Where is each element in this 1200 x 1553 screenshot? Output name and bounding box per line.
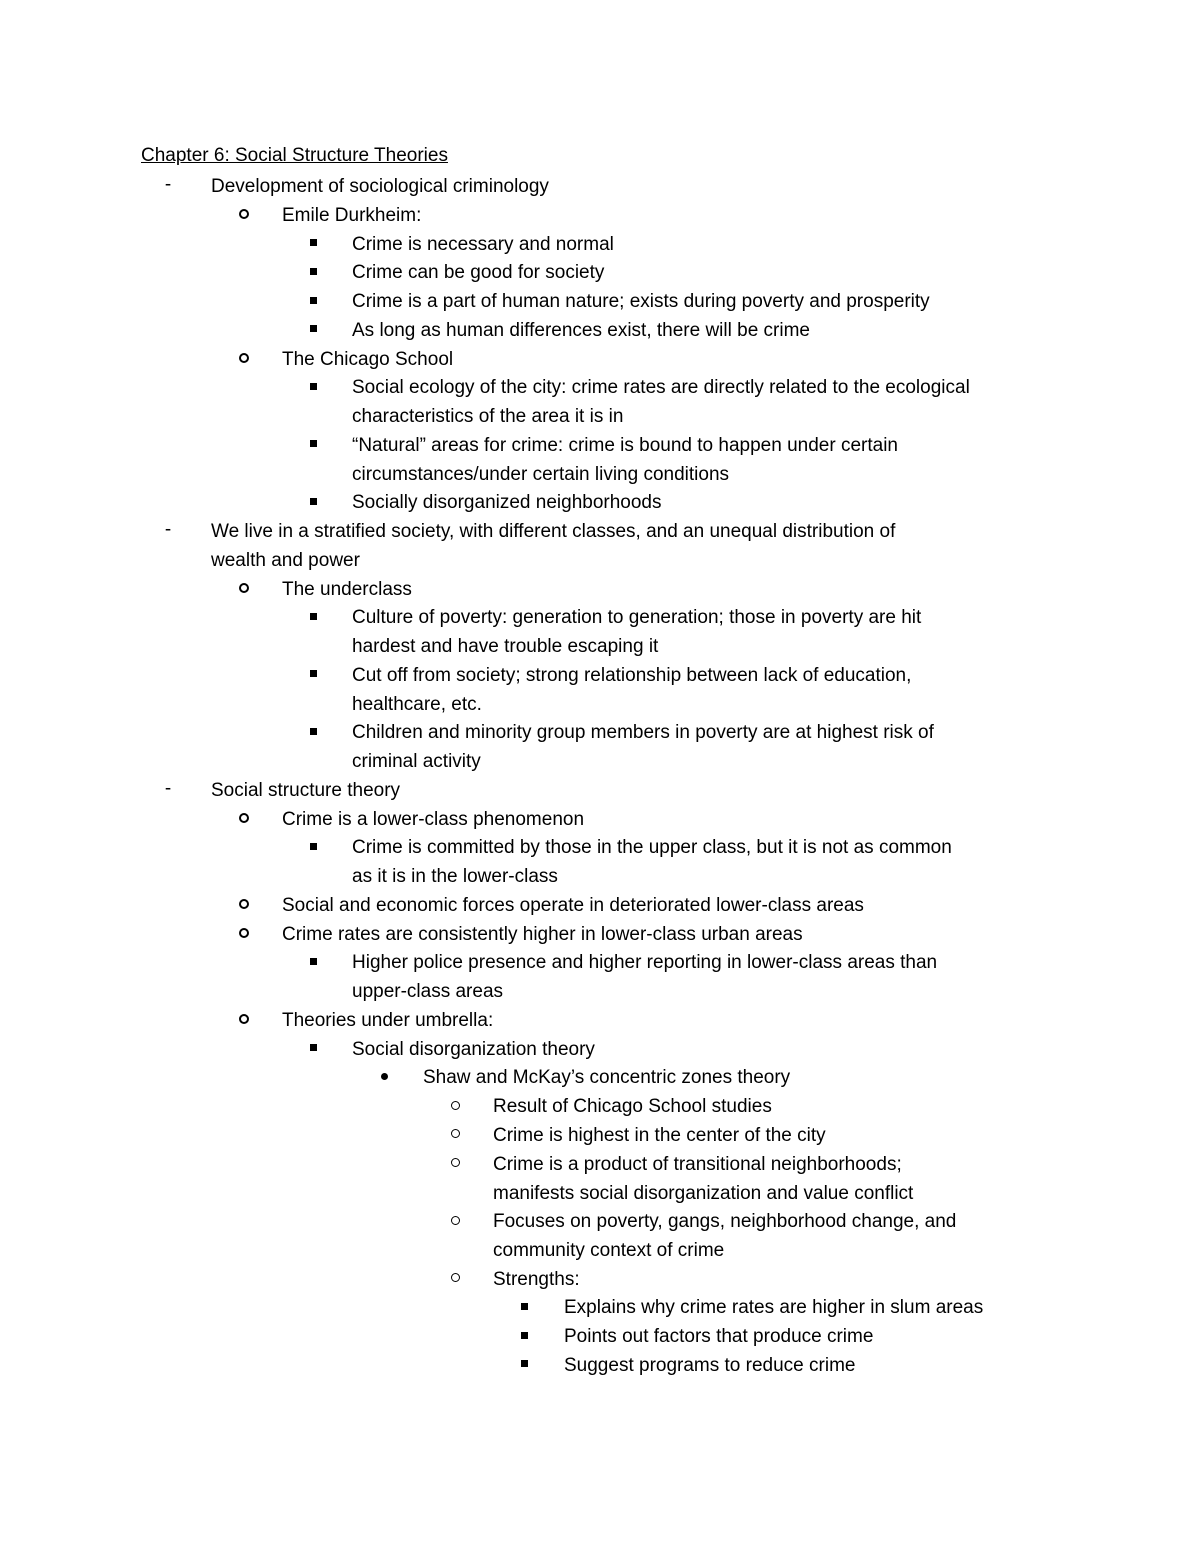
outline-item-text: Higher police presence and higher reporting in lower-class areas than upper-class areas (352, 952, 938, 1003)
outline-item (0, 1207, 1200, 1265)
square-bullet-icon (301, 661, 325, 687)
open-circle-bullet-icon (443, 1121, 467, 1147)
outline-item (0, 316, 1200, 345)
outline-item-text: Theories under umbrella: (282, 1009, 494, 1031)
open-circle-bullet-icon (443, 1265, 467, 1291)
square-bullet-icon (301, 603, 325, 629)
outline-item-text: Crime is a lower-class phenomenon (282, 808, 585, 830)
outline-item (0, 1121, 1200, 1150)
outline-item (0, 258, 1200, 287)
chapter-title: Chapter 6: Social Structure Theories (141, 145, 448, 166)
outline-item-text: Strengths: (493, 1268, 580, 1290)
outline-item (0, 661, 1200, 719)
outline-item-text: Focuses on poverty, gangs, neighborhood change, and community context of crime (493, 1211, 957, 1261)
outline-item-text: Result of Chicago School studies (493, 1096, 772, 1117)
outline-item-text: Crime is necessary and normal (352, 233, 614, 255)
outline-item-text: Crime is a product of transitional neighborhoods; manifests social disorganization and value conflict (493, 1153, 914, 1204)
outline-item (0, 1293, 1200, 1322)
outline-item-text: Social disorganization theory (352, 1038, 595, 1060)
dash-bullet-icon: - (164, 174, 172, 195)
square-bullet-icon (301, 373, 325, 399)
outline-item-text: The Chicago School (282, 348, 454, 370)
ring-bullet-icon (232, 920, 256, 946)
outline-item (0, 230, 1200, 259)
outline-item-text: We live in a stratified society, with different classes, and an unequal distribution of wealth and power (211, 521, 896, 571)
outline-item-text: Shaw and McKay’s concentric zones theory (423, 1067, 791, 1089)
dash-bullet-icon: - (164, 519, 172, 540)
outline-item (0, 1265, 1200, 1294)
outline-item-text: Development of sociological criminology (211, 176, 549, 197)
dash-bullet-icon: - (164, 777, 172, 799)
ring-bullet-icon (232, 575, 256, 601)
outline-item (0, 718, 1200, 776)
outline-item (0, 776, 1200, 805)
open-circle-bullet-icon (443, 1150, 467, 1176)
outline-item-text: Crime is committed by those in the upper class, but it is not as common as it is in the lower-class (352, 837, 952, 888)
outline-item (0, 1035, 1200, 1064)
outline-item (0, 1322, 1200, 1351)
square-bullet-icon (512, 1351, 536, 1377)
outline-item (0, 1006, 1200, 1035)
square-bullet-icon (301, 948, 325, 974)
outline-item (0, 373, 1200, 431)
outline-item (0, 488, 1200, 517)
outline-item-text: Socially disorganized neighborhoods (352, 492, 662, 514)
dot-bullet-icon (372, 1063, 396, 1089)
ring-bullet-icon (232, 201, 256, 227)
outline-item (0, 1092, 1200, 1121)
outline-item-text: Explains why crime rates are higher in slum areas (564, 1297, 984, 1319)
square-bullet-icon (301, 1035, 325, 1061)
outline-item (0, 431, 1200, 489)
square-bullet-icon (301, 488, 325, 514)
outline-item-text: Suggest programs to reduce crime (564, 1354, 856, 1376)
outline-item (0, 920, 1200, 949)
outline-item (0, 948, 1200, 1006)
outline-item-text: The underclass (282, 578, 412, 600)
ring-bullet-icon (232, 345, 256, 371)
outline-item (0, 1351, 1200, 1380)
outline-item (0, 891, 1200, 920)
ring-bullet-icon (232, 1006, 256, 1032)
outline-item-text: Points out factors that produce crime (564, 1326, 874, 1347)
outline-item-text: Children and minority group members in poverty are at highest risk of criminal activity (352, 722, 934, 773)
square-bullet-icon (301, 287, 325, 313)
square-bullet-icon (301, 316, 325, 342)
square-bullet-icon (301, 258, 325, 284)
outline-item (0, 345, 1200, 374)
outline-item (0, 172, 1200, 201)
outline-item (0, 833, 1200, 891)
outline-item (0, 1063, 1200, 1092)
outline-item (0, 1150, 1200, 1208)
square-bullet-icon (301, 833, 325, 859)
square-bullet-icon (512, 1293, 536, 1319)
outline-item (0, 201, 1200, 230)
outline-item (0, 603, 1200, 661)
square-bullet-icon (301, 431, 325, 457)
outline-item-text: Cut off from society; strong relationship between lack of education, healthcare, etc. (352, 664, 912, 715)
outline-item-text: Social structure theory (211, 779, 401, 801)
outline-item-text: Social and economic forces operate in deteriorated lower-class areas (282, 894, 864, 916)
outline-item (0, 805, 1200, 834)
outline-item-text: Culture of poverty: generation to generation; those in poverty are hit hardest and have trouble escaping it (352, 607, 922, 658)
outline-item-text: Emile Durkheim: (282, 204, 422, 226)
outline-item-text: Crime rates are consistently higher in lower-class urban areas (282, 923, 803, 945)
open-circle-bullet-icon (443, 1207, 467, 1233)
outline-item-text: Crime can be good for society (352, 262, 605, 284)
outline-item-text: Crime is a part of human nature; exists during poverty and prosperity (352, 291, 930, 312)
outline-item-text: Social ecology of the city: crime rates are directly related to the ecological characteristics of the area it is in (352, 377, 970, 428)
square-bullet-icon (301, 230, 325, 256)
outline-item (0, 287, 1200, 316)
outline-item-text: As long as human differences exist, there will be crime (352, 319, 810, 341)
ring-bullet-icon (232, 891, 256, 917)
outline-item (0, 575, 1200, 604)
outline-item-text: Crime is highest in the center of the city (493, 1124, 826, 1146)
open-circle-bullet-icon (443, 1092, 467, 1118)
square-bullet-icon (301, 718, 325, 744)
outline-item (0, 517, 1200, 575)
square-bullet-icon (512, 1322, 536, 1348)
ring-bullet-icon (232, 805, 256, 831)
outline-item-text: “Natural” areas for crime: crime is bound to happen under certain circumstances/under certain living conditions (352, 434, 898, 485)
